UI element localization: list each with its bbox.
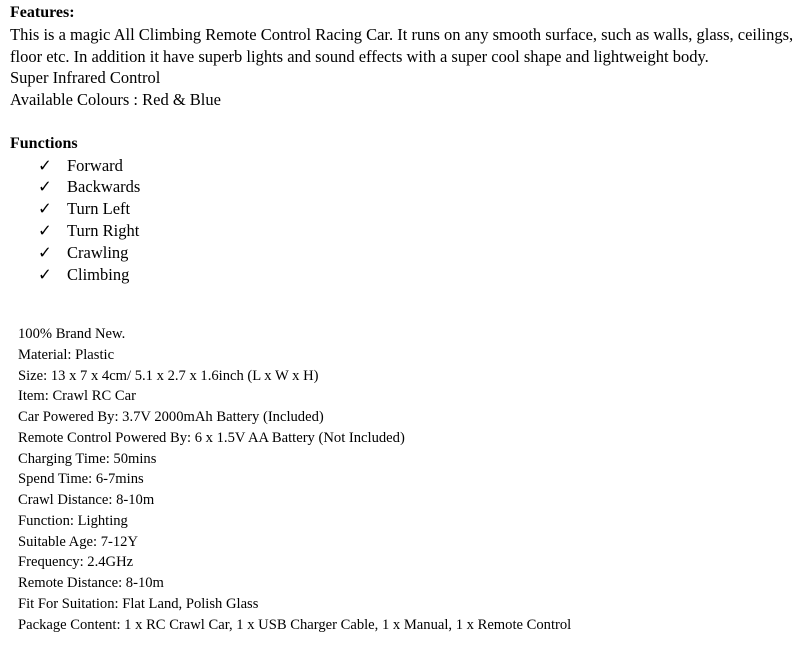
- spec-line: Charging Time: 50mins: [18, 450, 157, 467]
- functions-list: [10, 155, 798, 286]
- checkmark-icon: ✓: [38, 199, 52, 219]
- spec-line: Frequency: 2.4GHz: [18, 554, 134, 571]
- function-label: Backwards: [67, 177, 141, 197]
- section-spacer: [10, 111, 798, 133]
- available-colours: Available Colours : Red & Blue: [10, 90, 221, 110]
- functions-heading: Functions: [10, 134, 78, 152]
- spec-line: Fit For Suitation: Flat Land, Polish Glass: [18, 595, 259, 612]
- specifications-list: [18, 324, 788, 635]
- checkmark-icon: ✓: [38, 220, 52, 240]
- checkmark-icon: ✓: [38, 264, 52, 284]
- function-item: [10, 242, 798, 264]
- function-label: Turn Left: [67, 199, 131, 219]
- spec-line: Remote Control Powered By: 6 x 1.5V AA Battery (Not Included): [18, 429, 405, 446]
- features-description: This is a magic All Climbing Remote Control Racing Car. It runs on any smooth surface, such as walls, glass, ceilings, floor etc. In addition it have superb lights and sound effects with a super cool shape and lightweight body.: [10, 24, 794, 66]
- spec-line: Function: Lighting: [18, 512, 128, 529]
- checkmark-icon: ✓: [38, 155, 52, 175]
- spec-line: Remote Distance: 8-10m: [18, 575, 164, 591]
- spec-line: Suitable Age: 7-12Y: [18, 533, 138, 550]
- spec-line: Package Content: 1 x RC Crawl Car, 1 x USB Charger Cable, 1 x Manual, 1 x Remote Control: [18, 616, 572, 633]
- function-item: [10, 198, 798, 220]
- function-label: Forward: [67, 155, 123, 175]
- spec-line: Size: 13 x 7 x 4cm/ 5.1 x 2.7 x 1.6inch (L x W x H): [18, 367, 319, 384]
- function-label: Climbing: [67, 264, 130, 284]
- function-item: [10, 155, 798, 177]
- spec-line: Car Powered By: 3.7V 2000mAh Battery (Included): [18, 409, 324, 425]
- checkmark-icon: ✓: [38, 177, 52, 197]
- function-item: [10, 176, 798, 198]
- features-section: [10, 2, 798, 285]
- spec-line: Material: Plastic: [18, 346, 115, 363]
- function-item: [10, 220, 798, 242]
- features-heading: Features:: [10, 4, 75, 21]
- spec-line: Spend Time: 6-7mins: [18, 471, 144, 488]
- spec-line: Item: Crawl RC Car: [18, 388, 136, 405]
- spec-line: 100% Brand New.: [18, 326, 126, 342]
- function-label: Crawling: [67, 242, 129, 262]
- spec-line: Crawl Distance: 8-10m: [18, 492, 155, 508]
- function-label: Turn Right: [67, 220, 140, 240]
- function-item: [10, 264, 798, 286]
- control-type: Super Infrared Control: [10, 68, 161, 88]
- checkmark-icon: ✓: [38, 242, 52, 262]
